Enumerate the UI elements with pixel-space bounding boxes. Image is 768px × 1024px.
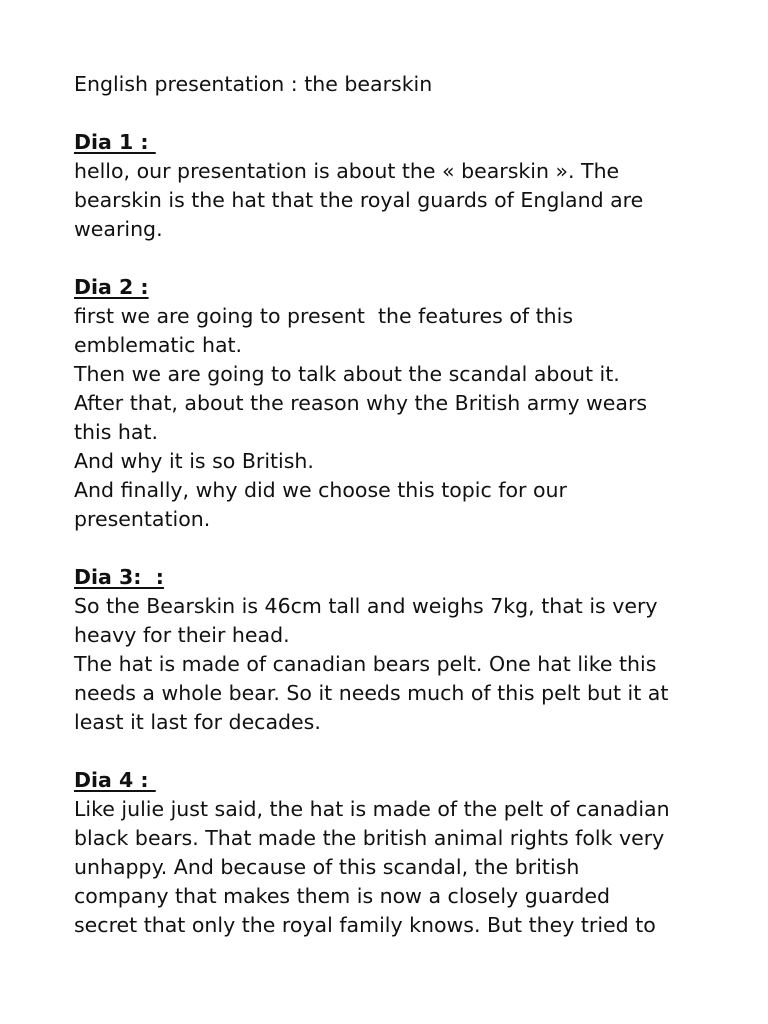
- document-title: English presentation : the bearskin: [74, 72, 433, 96]
- section-dia-3: [74, 563, 714, 737]
- section-dia-4: [74, 766, 714, 940]
- paragraph: The hat is made of canadian bears pelt. One hat like this needs a whole bear. So it needs much of this pelt but it at least it last for decades.: [74, 652, 669, 734]
- section-heading: Dia 2 :: [74, 275, 149, 299]
- section-heading: Dia 3: :: [74, 565, 164, 589]
- section-dia-1: [74, 128, 714, 244]
- document-page: [74, 70, 714, 940]
- section-dia-2: [74, 273, 714, 534]
- paragraph: Like julie just said, the hat is made of the pelt of canadian black bears. That made the british animal rights folk very unhappy. And because of this scandal, the british company that makes them is now a closely guarded secret that only the royal family knows. But they tried to: [74, 797, 670, 937]
- paragraph: Then we are going to talk about the scandal about it.: [74, 362, 620, 386]
- paragraph: And finally, why did we choose this topic for our presentation.: [74, 478, 567, 531]
- paragraph: first we are going to present the features of this emblematic hat.: [74, 304, 574, 357]
- paragraph: So the Bearskin is 46cm tall and weighs 7kg, that is very heavy for their head.: [74, 594, 658, 647]
- paragraph: After that, about the reason why the British army wears this hat.: [74, 391, 648, 444]
- section-heading: Dia 4 :: [74, 768, 156, 792]
- paragraph: And why it is so British.: [74, 449, 314, 473]
- paragraph: hello, our presentation is about the « bearskin ». The bearskin is the hat that the royal guards of England are wearing.: [74, 159, 644, 241]
- section-heading: Dia 1 :: [74, 130, 156, 154]
